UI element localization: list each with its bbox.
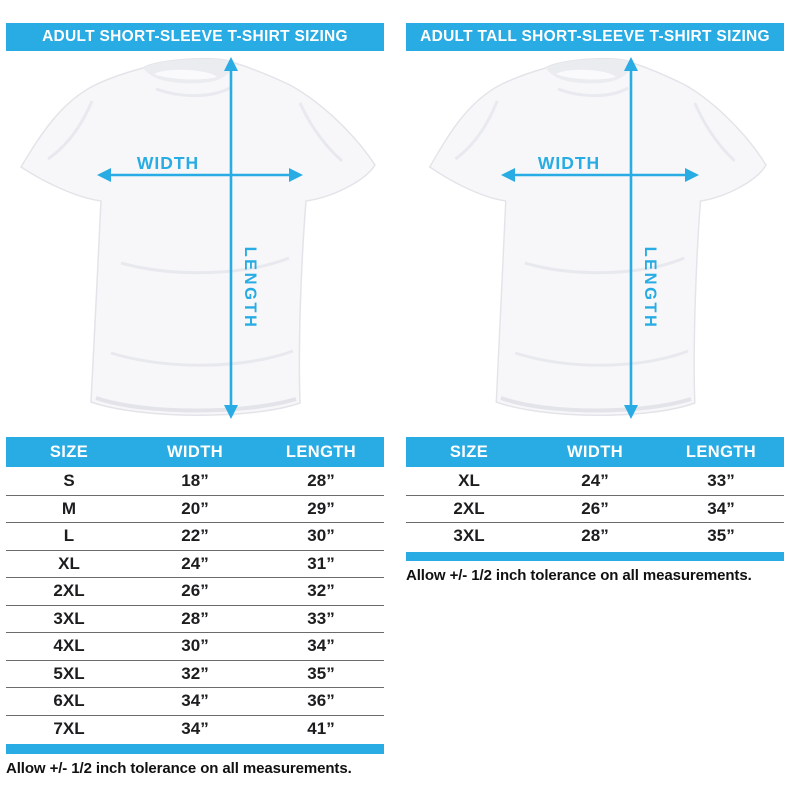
cell-size: 2XL [453,498,485,518]
cell-size: 6XL [53,691,85,711]
cell-size: XL [458,470,480,490]
size-table-header [406,437,784,467]
cell-length: 32” [307,581,335,601]
cell-width: 20” [181,498,209,518]
panel-tall [406,23,784,584]
tshirt-graphic [430,59,766,416]
panel-tall-title: ADULT TALL SHORT-SLEEVE T-SHIRT SIZING [406,23,784,51]
cell-size: L [63,526,75,546]
cell-width: 24” [581,470,609,490]
cell-size: M [61,498,77,518]
table-row [6,522,384,550]
size-table-body [406,467,784,550]
cell-width: 26” [181,581,209,601]
table-row [6,467,384,495]
tshirt-measurement-diagram [6,53,384,425]
width-arrow-label: WIDTH [136,153,200,173]
table-end-bar [6,744,384,754]
cell-width: 28” [181,608,209,628]
size-table-regular [6,437,384,777]
cell-width: 26” [581,498,609,518]
cell-length: 36” [307,691,335,711]
width-arrow-label: WIDTH [537,153,601,173]
cell-width: 34” [181,718,209,738]
table-row [6,660,384,688]
cell-length: 35” [307,663,335,683]
cell-length: 31” [307,553,335,573]
col-width: WIDTH [166,442,224,461]
panel-regular-title: ADULT SHORT-SLEEVE T-SHIRT SIZING [6,23,384,51]
cell-size: 4XL [53,636,85,656]
tshirt-graphic [21,59,375,416]
col-length: LENGTH [285,442,357,461]
cell-length: 34” [307,636,335,656]
cell-length: 29” [307,498,335,518]
cell-width: 34” [181,691,209,711]
table-row [6,605,384,633]
cell-length: 35” [707,526,735,546]
tolerance-note: Allow +/- 1/2 inch tolerance on all measurements. [406,567,752,584]
col-width: WIDTH [566,442,624,461]
col-size: SIZE [449,442,489,461]
table-row [6,550,384,578]
cell-size: XL [58,553,80,573]
table-row [406,495,784,523]
cell-width: 22” [181,526,209,546]
cell-width: 24” [181,553,209,573]
col-length: LENGTH [685,442,757,461]
table-row [406,522,784,550]
cell-length: 41” [307,718,335,738]
table-row [6,577,384,605]
cell-size: 2XL [53,581,85,601]
size-table-header [6,437,384,467]
cell-size: 3XL [53,608,85,628]
table-row [6,495,384,523]
cell-size: 7XL [53,718,85,738]
cell-length: 33” [307,608,335,628]
cell-width: 32” [181,663,209,683]
cell-size: 3XL [453,526,485,546]
panel-regular [6,23,384,777]
table-end-bar [406,552,784,562]
cell-length: 30” [307,526,335,546]
table-row [6,632,384,660]
cell-size: 5XL [53,663,85,683]
cell-size: S [63,470,75,490]
table-row [406,467,784,495]
table-row [6,687,384,715]
length-arrow-label: LENGTH [641,246,659,330]
col-size: SIZE [49,442,89,461]
cell-width: 18” [181,470,209,490]
size-table-tall [406,437,784,584]
cell-width: 28” [581,526,609,546]
table-row [6,715,384,743]
cell-length: 28” [307,470,335,490]
cell-length: 33” [707,470,735,490]
tshirt-measurement-diagram [406,53,784,425]
length-arrow-label: LENGTH [241,246,259,330]
cell-length: 34” [707,498,735,518]
size-table-body [6,467,384,742]
tolerance-note: Allow +/- 1/2 inch tolerance on all measurements. [6,759,352,777]
cell-width: 30” [181,636,209,656]
